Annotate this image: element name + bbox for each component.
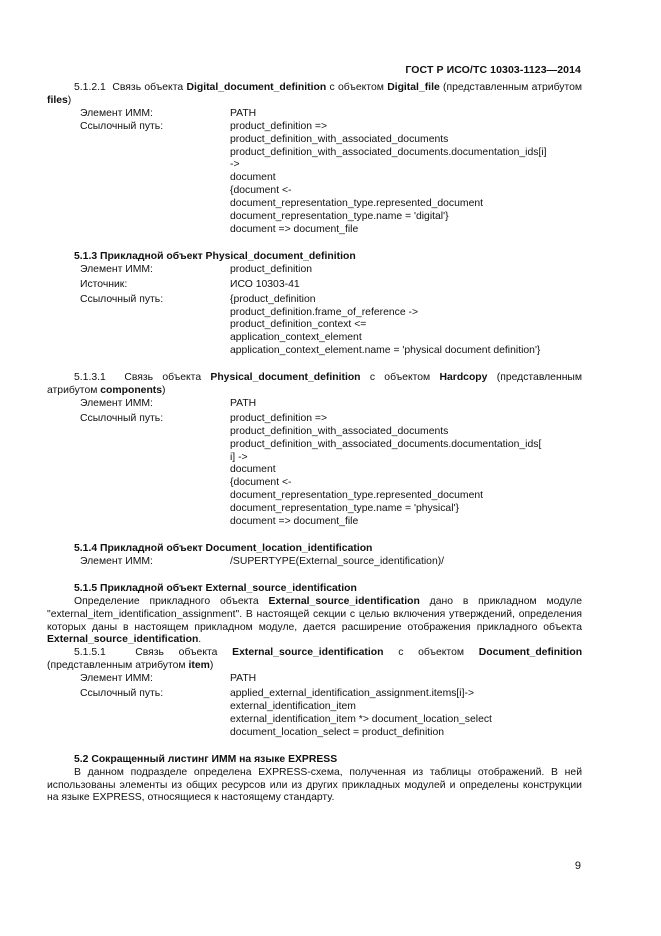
path-line: document_representation_type.name = 'digital'} (230, 211, 449, 223)
path-line: document (230, 172, 276, 184)
text: ) (67, 94, 72, 106)
section-heading-5-1-4: 5.1.4 Прикладной объект Document_location_identification (74, 543, 373, 554)
field-value: PATH (230, 673, 257, 685)
text: атрибутом (531, 82, 583, 93)
field-label: Ссылочный путь: (80, 688, 164, 700)
path-line: product_definition => (230, 412, 328, 424)
field-label: Элемент ИММ: (80, 263, 153, 275)
path-line: {document <- (230, 185, 292, 197)
field-value: PATH (230, 397, 257, 409)
object-name: External_source_identification (47, 634, 199, 646)
field-label: Элемент ИММ: (80, 397, 153, 409)
text: (представленным (496, 372, 583, 384)
relationship-5-1-2-1 (47, 82, 582, 108)
imm-element-row (47, 264, 582, 277)
clause-number: 5.1.5.1 (74, 647, 106, 659)
field-label: Ссылочный путь: (80, 293, 164, 305)
clause-number: 5.1.2.1 (74, 82, 106, 93)
section-5-2-paragraph: В данном подразделе определена EXPRESS-схема, полученная из таблицы отображений. В ней использованы элементы из общих ресурсов или из других прикладных модулей и определены конструкции на языке EXPRESS, относящиеся к настоящему стандарту. (47, 766, 582, 804)
path-line: product_definition_context <= (230, 319, 367, 331)
section-heading-5-1-3: 5.1.3 Прикладной объект Physical_document_definition (74, 250, 356, 262)
path-line: product_definition => (230, 120, 328, 132)
path-line: external_identification_item *> document_location_select (230, 713, 492, 725)
path-line: product_definition_with_associated_documents (230, 425, 449, 437)
path-line: document_representation_type.name = 'physical'} (230, 503, 459, 515)
path-line: product_definition_with_associated_documents (230, 133, 449, 145)
clause-number: 5.1.3.1 (74, 372, 106, 384)
path-line: application_context_element.name = 'physical document definition'} (230, 345, 541, 357)
object-name: External_source_identification (232, 647, 384, 659)
text: атрибутом (47, 385, 98, 397)
text: (представленным атрибутом (47, 660, 186, 672)
reference-path-row (47, 294, 582, 359)
path-line: {product_definition (230, 293, 316, 305)
section-heading-5-2: 5.2 Сокращенный листинг ИММ на языке EXPRESS (74, 753, 338, 765)
path-line: -> (230, 159, 240, 171)
path-line: i] -> (230, 451, 248, 463)
field-label: Элемент ИММ: (80, 673, 153, 685)
imm-element-row (47, 673, 582, 686)
field-label: Элемент ИММ: (80, 555, 153, 567)
attribute-name: files (47, 94, 68, 106)
section-5-1-5-paragraph (47, 596, 582, 648)
path-line: applied_external_identification_assignment.items[i]-> (230, 688, 475, 700)
field-value: /SUPERTYPE(External_source_identification)/ (230, 555, 445, 567)
text: Связь объекта (124, 372, 202, 384)
object-name: Digital_file (387, 82, 440, 93)
reference-path (230, 688, 582, 740)
imm-element-row (47, 108, 582, 121)
path-line: document (230, 464, 276, 476)
imm-element-row (47, 556, 582, 569)
field-label: Ссылочный путь: (80, 120, 164, 132)
relationship-5-1-3-1 (47, 372, 582, 398)
text: с объектом (369, 372, 431, 384)
object-name: Document_definition (478, 647, 583, 659)
text: (представленным (443, 82, 529, 93)
object-name: External_source_identification (268, 595, 420, 607)
source-row (47, 279, 582, 292)
path-line: product_definition.frame_of_reference -> (230, 306, 419, 318)
path-line: document => document_file (230, 516, 359, 528)
text: Связь объекта (135, 647, 218, 659)
page-number: 9 (574, 860, 581, 872)
text: . (198, 634, 202, 646)
path-line: product_definition_with_associated_documents.documentation_ids[i] (230, 146, 547, 158)
text: ) (162, 385, 166, 397)
text: Связь объекта (112, 82, 184, 93)
text: с объектом (398, 647, 464, 659)
reference-path (230, 413, 582, 529)
object-name: Hardcopy (439, 372, 488, 384)
field-label: Источник: (80, 278, 128, 290)
path-line: document_representation_type.represented_document (230, 490, 484, 502)
reference-path (230, 121, 582, 237)
attribute-name: components (100, 385, 163, 397)
text: ) (209, 660, 214, 672)
section-heading-5-1-5: 5.1.5 Прикладной объект External_source_identification (74, 582, 357, 594)
reference-path (230, 294, 582, 359)
path-line: document_representation_type.represented_document (230, 198, 484, 210)
attribute-name: item (188, 660, 210, 672)
path-line: external_identification_item (230, 700, 356, 712)
reference-path-row (47, 413, 582, 529)
path-line: product_definition_with_associated_documents.documentation_ids[ (230, 438, 542, 450)
relationship-5-1-5-1 (47, 647, 582, 673)
document-id-header: ГОСТ Р ИСО/ТС 10303-1123—2014 (405, 64, 581, 76)
field-value: PATH (230, 107, 257, 119)
path-line: application_context_element (230, 332, 362, 344)
path-line: {document <- (230, 477, 292, 489)
field-value: ИСО 10303-41 (230, 278, 300, 290)
reference-path-row (47, 688, 582, 740)
imm-element-row (47, 398, 582, 411)
field-value: product_definition (230, 263, 313, 275)
object-name: Digital_document_definition (186, 82, 327, 93)
path-line: document_location_select = product_definition (230, 726, 445, 738)
text: с объектом (329, 82, 384, 93)
field-label: Ссылочный путь: (80, 412, 164, 424)
path-line: document => document_file (230, 223, 359, 235)
page-content (47, 82, 582, 805)
field-label: Элемент ИММ: (80, 107, 153, 119)
object-name: Physical_document_definition (210, 372, 361, 384)
reference-path-row (47, 121, 582, 237)
text: дано в прикладном модуле "external_item_identification_assignment". В настоящей секции с целью включения утверждений, определения которых даны в настоящем прикладном модуле, дается расширение отображения прикладного объекта (47, 595, 583, 633)
text: Определение прикладного объекта (74, 595, 259, 607)
